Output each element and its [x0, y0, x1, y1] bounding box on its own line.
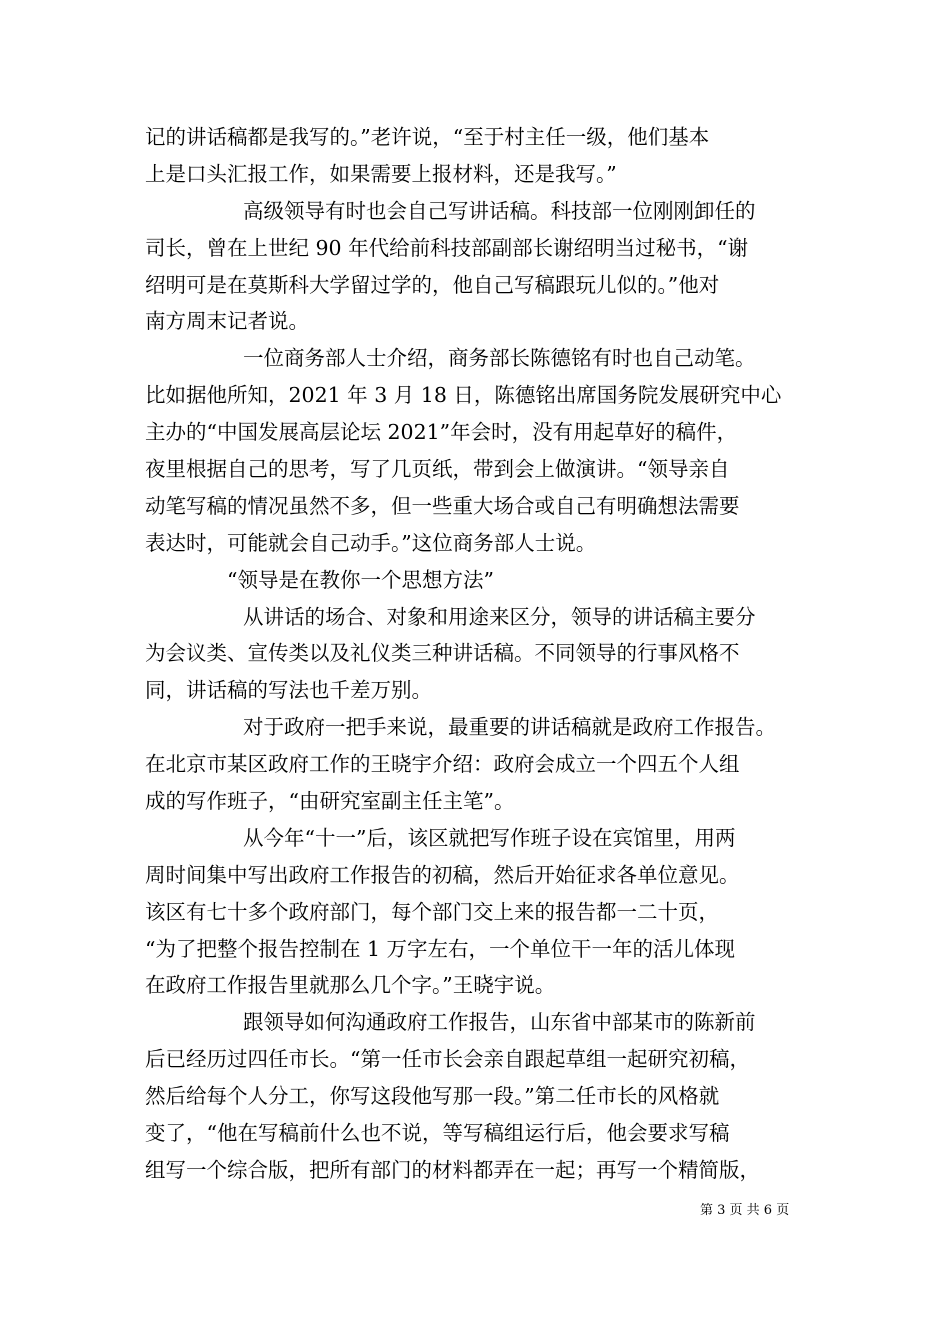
- text-line-11: 动笔写稿的情况虽然不多，但一些重大场合或自己有明确想法需要: [145, 493, 740, 518]
- text-line-9: 主办的“中国发展高层论坛 2021”年会时，没有用起草好的稿件，: [145, 420, 738, 445]
- text-line-3: 高级领导有时也会自己写讲话稿。科技部一位刚刚卸任的: [243, 198, 756, 223]
- text-line-18: 在北京市某区政府工作的王晓宇介绍：政府会成立一个四五个人组: [145, 752, 740, 777]
- text-line-10: 夜里根据自己的思考，写了几页纸，带到会上做演讲。“领导亲自: [145, 457, 730, 482]
- text-line-7: 一位商务部人士介绍，商务部长陈德铭有时也自己动笔。: [243, 346, 756, 371]
- text-line-6: 南方周末记者说。: [145, 309, 309, 334]
- text-line-2: 上是口头汇报工作，如果需要上报材料，还是我写。”: [145, 161, 617, 186]
- text-line-25: 跟领导如何沟通政府工作报告，山东省中部某市的陈新前: [243, 1010, 756, 1035]
- text-line-26: 后已经历过四任市长。“第一任市长会亲自跟起草组一起研究初稿，: [145, 1047, 750, 1072]
- text-line-27: 然后给每个人分工，你写这段他写那一段。”第二任市长的风格就: [145, 1084, 720, 1109]
- text-line-19: 成的写作班子，“由研究室副主任主笔”。: [145, 789, 515, 814]
- page-number-footer: 第 3 页 共 6 页: [700, 1203, 790, 1218]
- text-line-14: 从讲话的场合、对象和用途来区分，领导的讲话稿主要分: [243, 604, 756, 629]
- document-body: [145, 119, 825, 1189]
- text-line-20: 从今年“十一”后，该区就把写作班子设在宾馆里，用两: [243, 825, 736, 850]
- text-line-12: 表达时，可能就会自己动手。”这位商务部人士说。: [145, 530, 597, 555]
- text-line-5: 绍明可是在莫斯科大学留过学的，他自己写稿跟玩儿似的。”他对: [145, 272, 720, 297]
- section-heading: “领导是在教你一个思想方法”: [227, 567, 494, 592]
- text-line-24: 在政府工作报告里就那么几个字。”王晓宇说。: [145, 973, 556, 998]
- text-line-21: 周时间集中写出政府工作报告的初稿，然后开始征求各单位意见。: [145, 862, 740, 887]
- text-line-1: 记的讲话稿都是我写的。”老许说，“至于村主任一级，他们基本: [145, 125, 710, 149]
- text-line-28: 变了，“他在写稿前什么也不说，等写稿组运行后，他会要求写稿: [145, 1121, 730, 1146]
- text-line-4: 司长，曾在上世纪 90 年代给前科技部副部长谢绍明当过秘书，“谢: [145, 235, 749, 260]
- text-line-17: 对于政府一把手来说，最重要的讲话稿就是政府工作报告。: [243, 715, 776, 740]
- text-line-23: “为了把整个报告控制在 1 万字左右，一个单位干一年的活儿体现: [145, 936, 736, 961]
- text-line-8: 比如据他所知，2021 年 3 月 18 日，陈德铭出席国务院发展研究中心: [145, 383, 782, 408]
- text-line-22: 该区有七十多个政府部门，每个部门交上来的报告都一二十页，: [145, 899, 719, 924]
- text-line-29: 组写一个综合版，把所有部门的材料都弄在一起；再写一个精简版，: [145, 1157, 760, 1182]
- text-line-15: 为会议类、宣传类以及礼仪类三种讲话稿。不同领导的行事风格不: [145, 641, 740, 666]
- text-line-16: 同，讲话稿的写法也千差万别。: [145, 678, 432, 703]
